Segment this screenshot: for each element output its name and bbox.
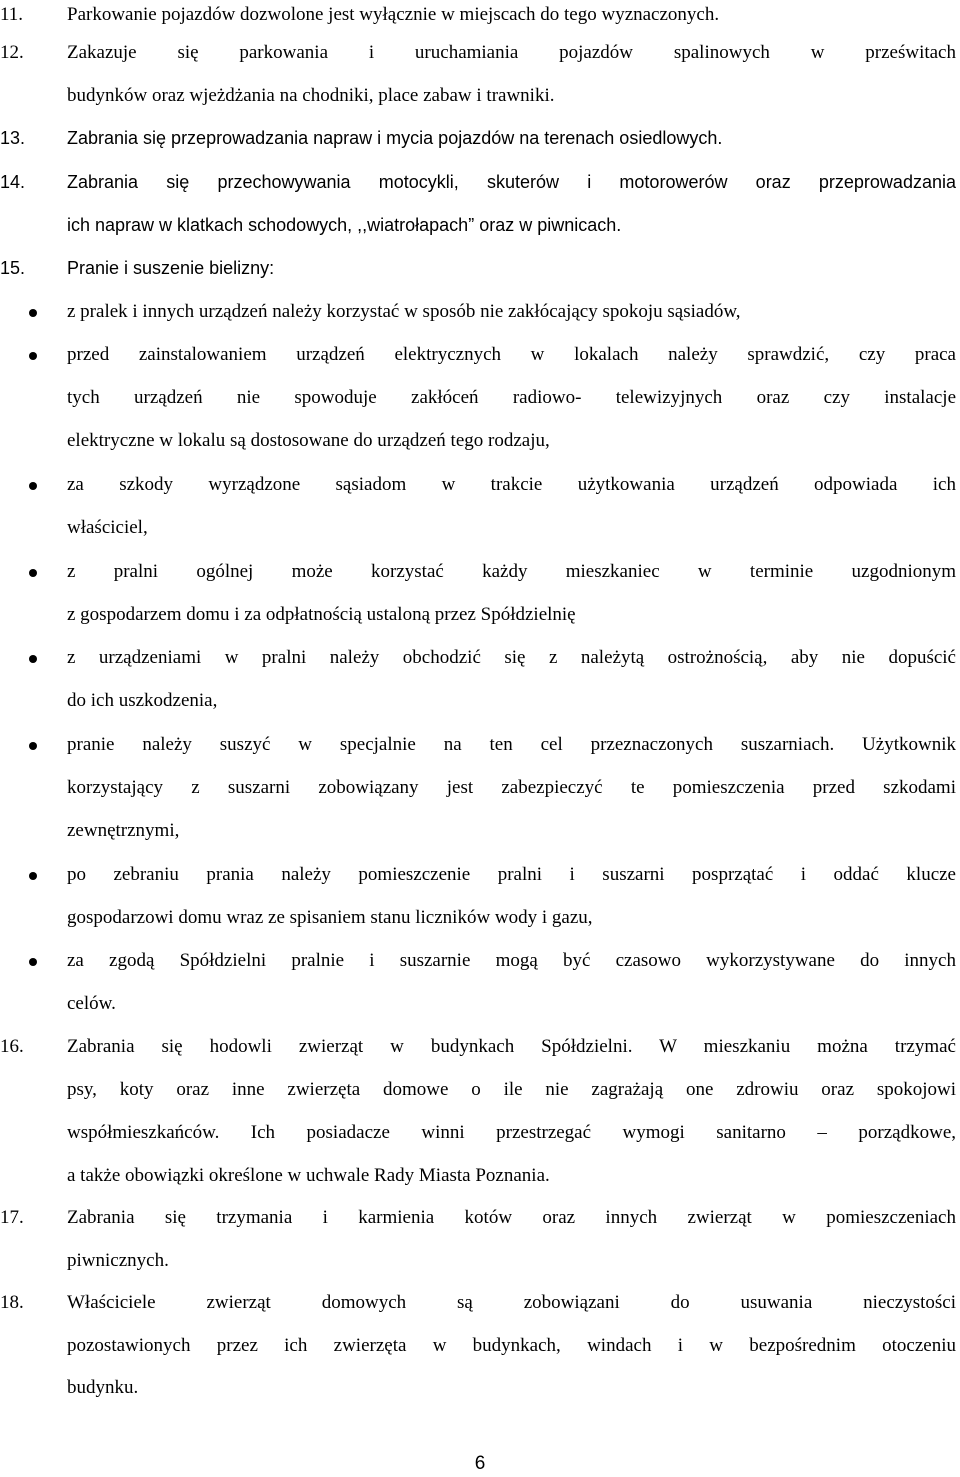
list-item-continuation — [0, 1118, 960, 1148]
list-item-continuation — [0, 1161, 960, 1191]
item-text: Zabrania się hodowli zwierząt w budynkach Spółdzielni. W mieszkaniu można trzymać — [67, 1036, 956, 1057]
bullet-text: tych urządzeń nie spowoduje zakłóceń radiowo- telewizyjnych oraz czy instalacje — [67, 387, 956, 408]
bullet-text: do ich uszkodzenia, — [67, 690, 218, 711]
bullet-item — [0, 470, 960, 500]
bullet-text: po zebraniu prania należy pomieszczenie pralni i suszarni posprzątać i oddać klucze — [67, 864, 956, 885]
bullet-continuation — [0, 600, 960, 630]
bullet-continuation — [0, 513, 960, 543]
list-item-continuation — [0, 1246, 960, 1276]
item-text: pozostawionych przez ich zwierzęta w budynkach, windach i w bezpośrednim otoczeniu — [67, 1335, 956, 1356]
list-item — [0, 0, 960, 30]
bullet-text: z urządzeniami w pralni należy obchodzić się z należytą ostrożnością, aby nie dopuścić — [67, 647, 956, 668]
bullet-icon — [29, 872, 37, 880]
item-number: 12. — [0, 42, 24, 63]
bullet-item — [0, 860, 960, 890]
list-item — [0, 1203, 960, 1233]
item-number: 18. — [0, 1292, 24, 1313]
item-number: 14. — [0, 172, 26, 192]
bullet-item — [0, 340, 960, 370]
bullet-text: korzystający z suszarni zobowiązany jest zabezpieczyć te pomieszczenia przed szkodami — [67, 777, 956, 798]
bullet-text: z pralek i innych urządzeń należy korzystać w sposób nie zakłócający spokoju sąsiadów, — [67, 301, 741, 322]
list-item-continuation — [0, 81, 960, 111]
item-text: budynku. — [67, 1377, 139, 1398]
bullet-item — [0, 643, 960, 673]
list-item — [0, 1288, 960, 1318]
item-text: ich napraw w klatkach schodowych, ,,wiatrołapach” oraz w piwnicach. — [67, 215, 622, 235]
list-item-continuation — [0, 1075, 960, 1105]
bullet-text: za szkody wyrządzone sąsiadom w trakcie użytkowania urządzeń odpowiada ich — [67, 474, 956, 495]
bullet-item — [0, 730, 960, 760]
list-item-continuation — [0, 210, 960, 240]
item-text: a także obowiązki określone w uchwale Rady Miasta Poznania. — [67, 1165, 550, 1186]
bullet-text: z pralni ogólnej może korzystać każdy mieszkaniec w terminie uzgodnionym — [67, 561, 956, 582]
bullet-text: elektryczne w lokalu są dostosowane do urządzeń tego rodzaju, — [67, 430, 550, 451]
item-text: Pranie i suszenie bielizny: — [67, 258, 275, 278]
item-number: 15. — [0, 258, 26, 278]
bullet-text: pranie należy suszyć w specjalnie na ten cel przeznaczonych suszarniach. Użytkownik — [67, 734, 956, 755]
item-text: Właściciele zwierząt domowych są zobowiązani do usuwania nieczystości — [67, 1292, 956, 1313]
bullet-text: z gospodarzem domu i za odpłatnością ustaloną przez Spółdzielnię — [67, 604, 576, 625]
bullet-continuation — [0, 903, 960, 933]
page-number: 6 — [474, 1453, 486, 1474]
item-text: Zakazuje się parkowania i uruchamiania pojazdów spalinowych w prześwitach — [67, 42, 956, 63]
list-item — [0, 123, 960, 153]
item-number: 17. — [0, 1207, 24, 1228]
bullet-text: celów. — [67, 993, 116, 1014]
bullet-continuation — [0, 816, 960, 846]
bullet-icon — [29, 655, 37, 663]
bullet-icon — [29, 309, 37, 317]
item-text: Zabrania się trzymania i karmienia kotów oraz innych zwierząt w pomieszczeniach — [67, 1207, 956, 1228]
list-item-continuation — [0, 1373, 960, 1403]
bullet-continuation — [0, 686, 960, 716]
bullet-continuation — [0, 989, 960, 1019]
bullet-icon — [29, 742, 37, 750]
bullet-text: gospodarzowi domu wraz ze spisaniem stanu liczników wody i gazu, — [67, 907, 593, 928]
item-text: współmieszkańców. Ich posiadacze winni przestrzegać wymogi sanitarno – porządkowe, — [67, 1122, 956, 1143]
item-text: Zabrania się przeprowadzania napraw i mycia pojazdów na terenach osiedlowych. — [67, 128, 723, 148]
item-number: 11. — [0, 4, 24, 25]
bullet-icon — [29, 569, 37, 577]
list-item-continuation — [0, 1331, 960, 1361]
bullet-icon — [29, 958, 37, 966]
item-text: piwnicznych. — [67, 1250, 169, 1271]
item-text: Zabrania się przechowywania motocykli, skuterów i motorowerów oraz przeprowadzania — [67, 172, 956, 192]
bullet-item — [0, 557, 960, 587]
list-item — [0, 38, 960, 68]
bullet-continuation — [0, 426, 960, 456]
bullet-continuation — [0, 383, 960, 413]
list-item — [0, 253, 960, 283]
item-text: Parkowanie pojazdów dozwolone jest wyłącznie w miejscach do tego wyznaczonych. — [67, 4, 720, 25]
item-text: budynków oraz wjeżdżania na chodniki, place zabaw i trawniki. — [67, 85, 555, 106]
bullet-item — [0, 297, 960, 327]
list-item — [0, 167, 960, 197]
list-item — [0, 1032, 960, 1062]
bullet-text: zewnętrznymi, — [67, 820, 180, 841]
bullet-text: przed zainstalowaniem urządzeń elektrycznych w lokalach należy sprawdzić, czy praca — [67, 344, 956, 365]
bullet-text: właściciel, — [67, 517, 148, 538]
bullet-continuation — [0, 773, 960, 803]
bullet-icon — [29, 352, 37, 360]
item-text: psy, koty oraz inne zwierzęta domowe o ile nie zagrażają one zdrowiu oraz spokojowi — [67, 1079, 956, 1100]
item-number: 16. — [0, 1036, 24, 1057]
bullet-text: za zgodą Spółdzielni pralnie i suszarnie mogą być czasowo wykorzystywane do innych — [67, 950, 956, 971]
item-number: 13. — [0, 128, 26, 148]
bullet-icon — [29, 482, 37, 490]
bullet-item — [0, 946, 960, 976]
